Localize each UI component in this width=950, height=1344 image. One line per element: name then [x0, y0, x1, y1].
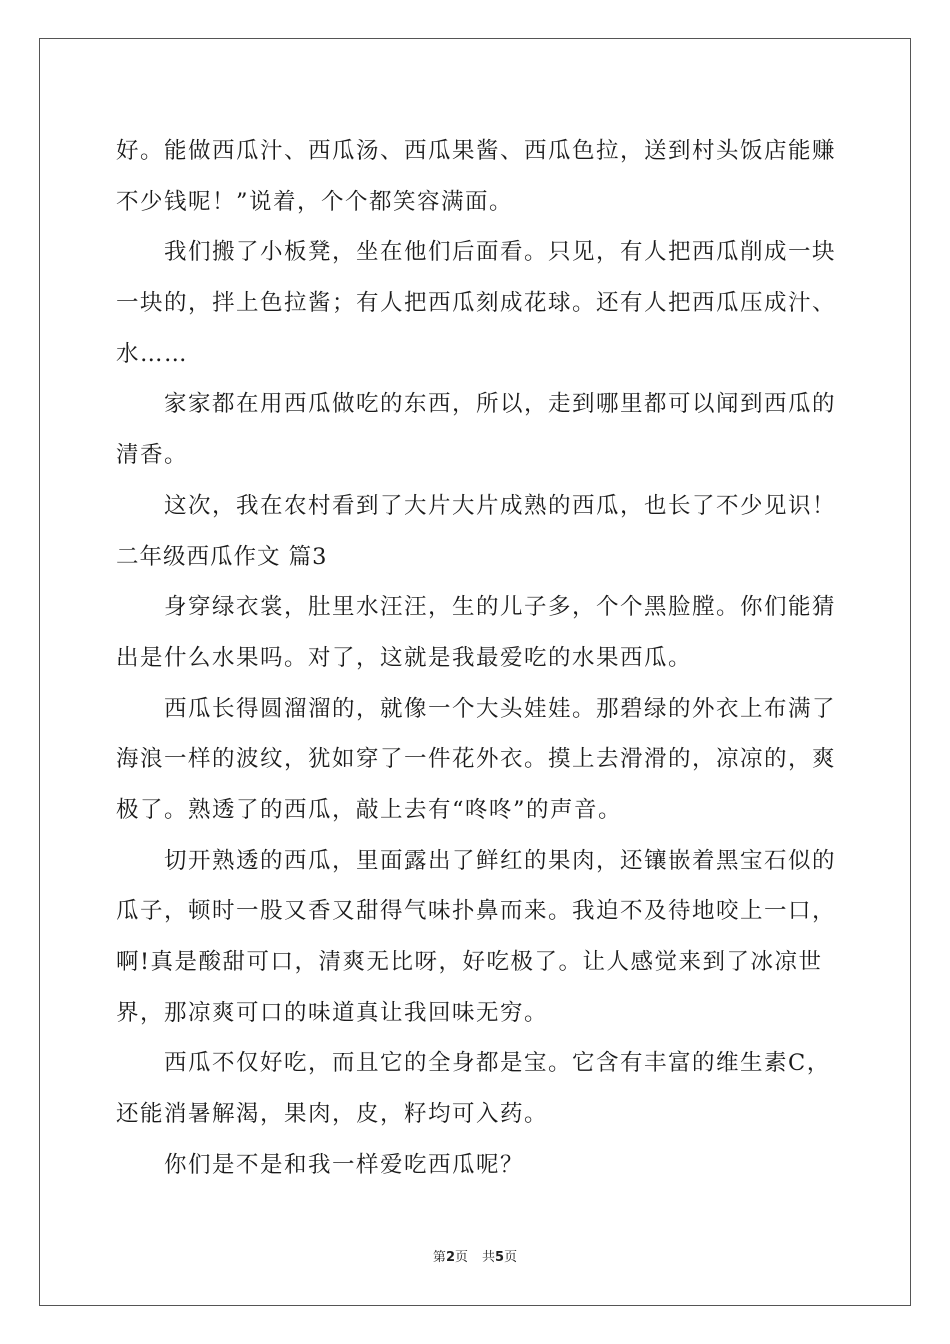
text-line: 西瓜长得圆溜溜的，就像一个大头娃娃。那碧绿的外衣上布满了 — [164, 695, 837, 722]
page-footer — [0, 1246, 950, 1265]
page-prefix: 第 — [432, 1250, 446, 1265]
text-line: 还能消暑解渴，果肉，皮，籽均可入药。 — [116, 1101, 549, 1128]
total-prefix: 共 — [482, 1250, 496, 1265]
document-body — [116, 126, 836, 1190]
text-line: 家家都在用西瓜做吃的东西，所以，走到哪里都可以闻到西瓜的 — [164, 391, 837, 418]
text-line: 这次，我在农村看到了大片大片成熟的西瓜，也长了不少见识！ — [164, 492, 837, 519]
text-line: 海浪一样的波纹，犹如穿了一件花外衣。摸上去滑滑的，凉凉的，爽 — [116, 746, 837, 773]
text-line: 身穿绿衣裳，肚里水汪汪，生的儿子多，个个黑脸膛。你们能猜 — [164, 594, 837, 621]
text-line: 清香。 — [116, 442, 189, 469]
total-suffix: 页 — [504, 1250, 518, 1265]
section-heading: 二年级西瓜作文 篇3 — [116, 543, 328, 570]
text-line: 一块的，拌上色拉酱；有人把西瓜刻成花球。还有人把西瓜压成汁、 — [116, 290, 837, 317]
page-suffix: 页 — [454, 1250, 468, 1265]
text-line: 不少钱呢！”说着，个个都笑容满面。 — [116, 188, 514, 215]
text-line: 瓜子，顿时一股又香又甜得气味扑鼻而来。我迫不及待地咬上一口， — [116, 898, 837, 925]
text-line: 我们搬了小板凳，坐在他们后面看。只见，有人把西瓜削成一块 — [164, 239, 837, 266]
text-line: 好。能做西瓜汁、西瓜汤、西瓜果酱、西瓜色拉，送到村头饭店能赚 — [116, 138, 837, 164]
text-line: 极了。熟透了的西瓜，敲上去有“咚咚”的声音。 — [116, 796, 623, 823]
text-line: 出是什么水果吗。对了，这就是我最爱吃的水果西瓜。 — [116, 644, 693, 671]
text-line: 西瓜不仅好吃，而且它的全身都是宝。它含有丰富的维生素C， — [164, 1050, 831, 1077]
text-line: 界，那凉爽可口的味道真让我回味无穷。 — [116, 999, 549, 1026]
total-pages: 5 — [495, 1250, 505, 1265]
text-line: 你们是不是和我一样爱吃西瓜呢？ — [164, 1151, 525, 1178]
text-line: 啊!真是酸甜可口，清爽无比呀，好吃极了。让人感觉来到了冰凉世 — [116, 949, 823, 975]
text-line: 切开熟透的西瓜，里面露出了鲜红的果肉，还镶嵌着黑宝石似的 — [164, 847, 837, 874]
text-line: 水…… — [116, 340, 189, 367]
page-number: 2 — [445, 1250, 455, 1265]
